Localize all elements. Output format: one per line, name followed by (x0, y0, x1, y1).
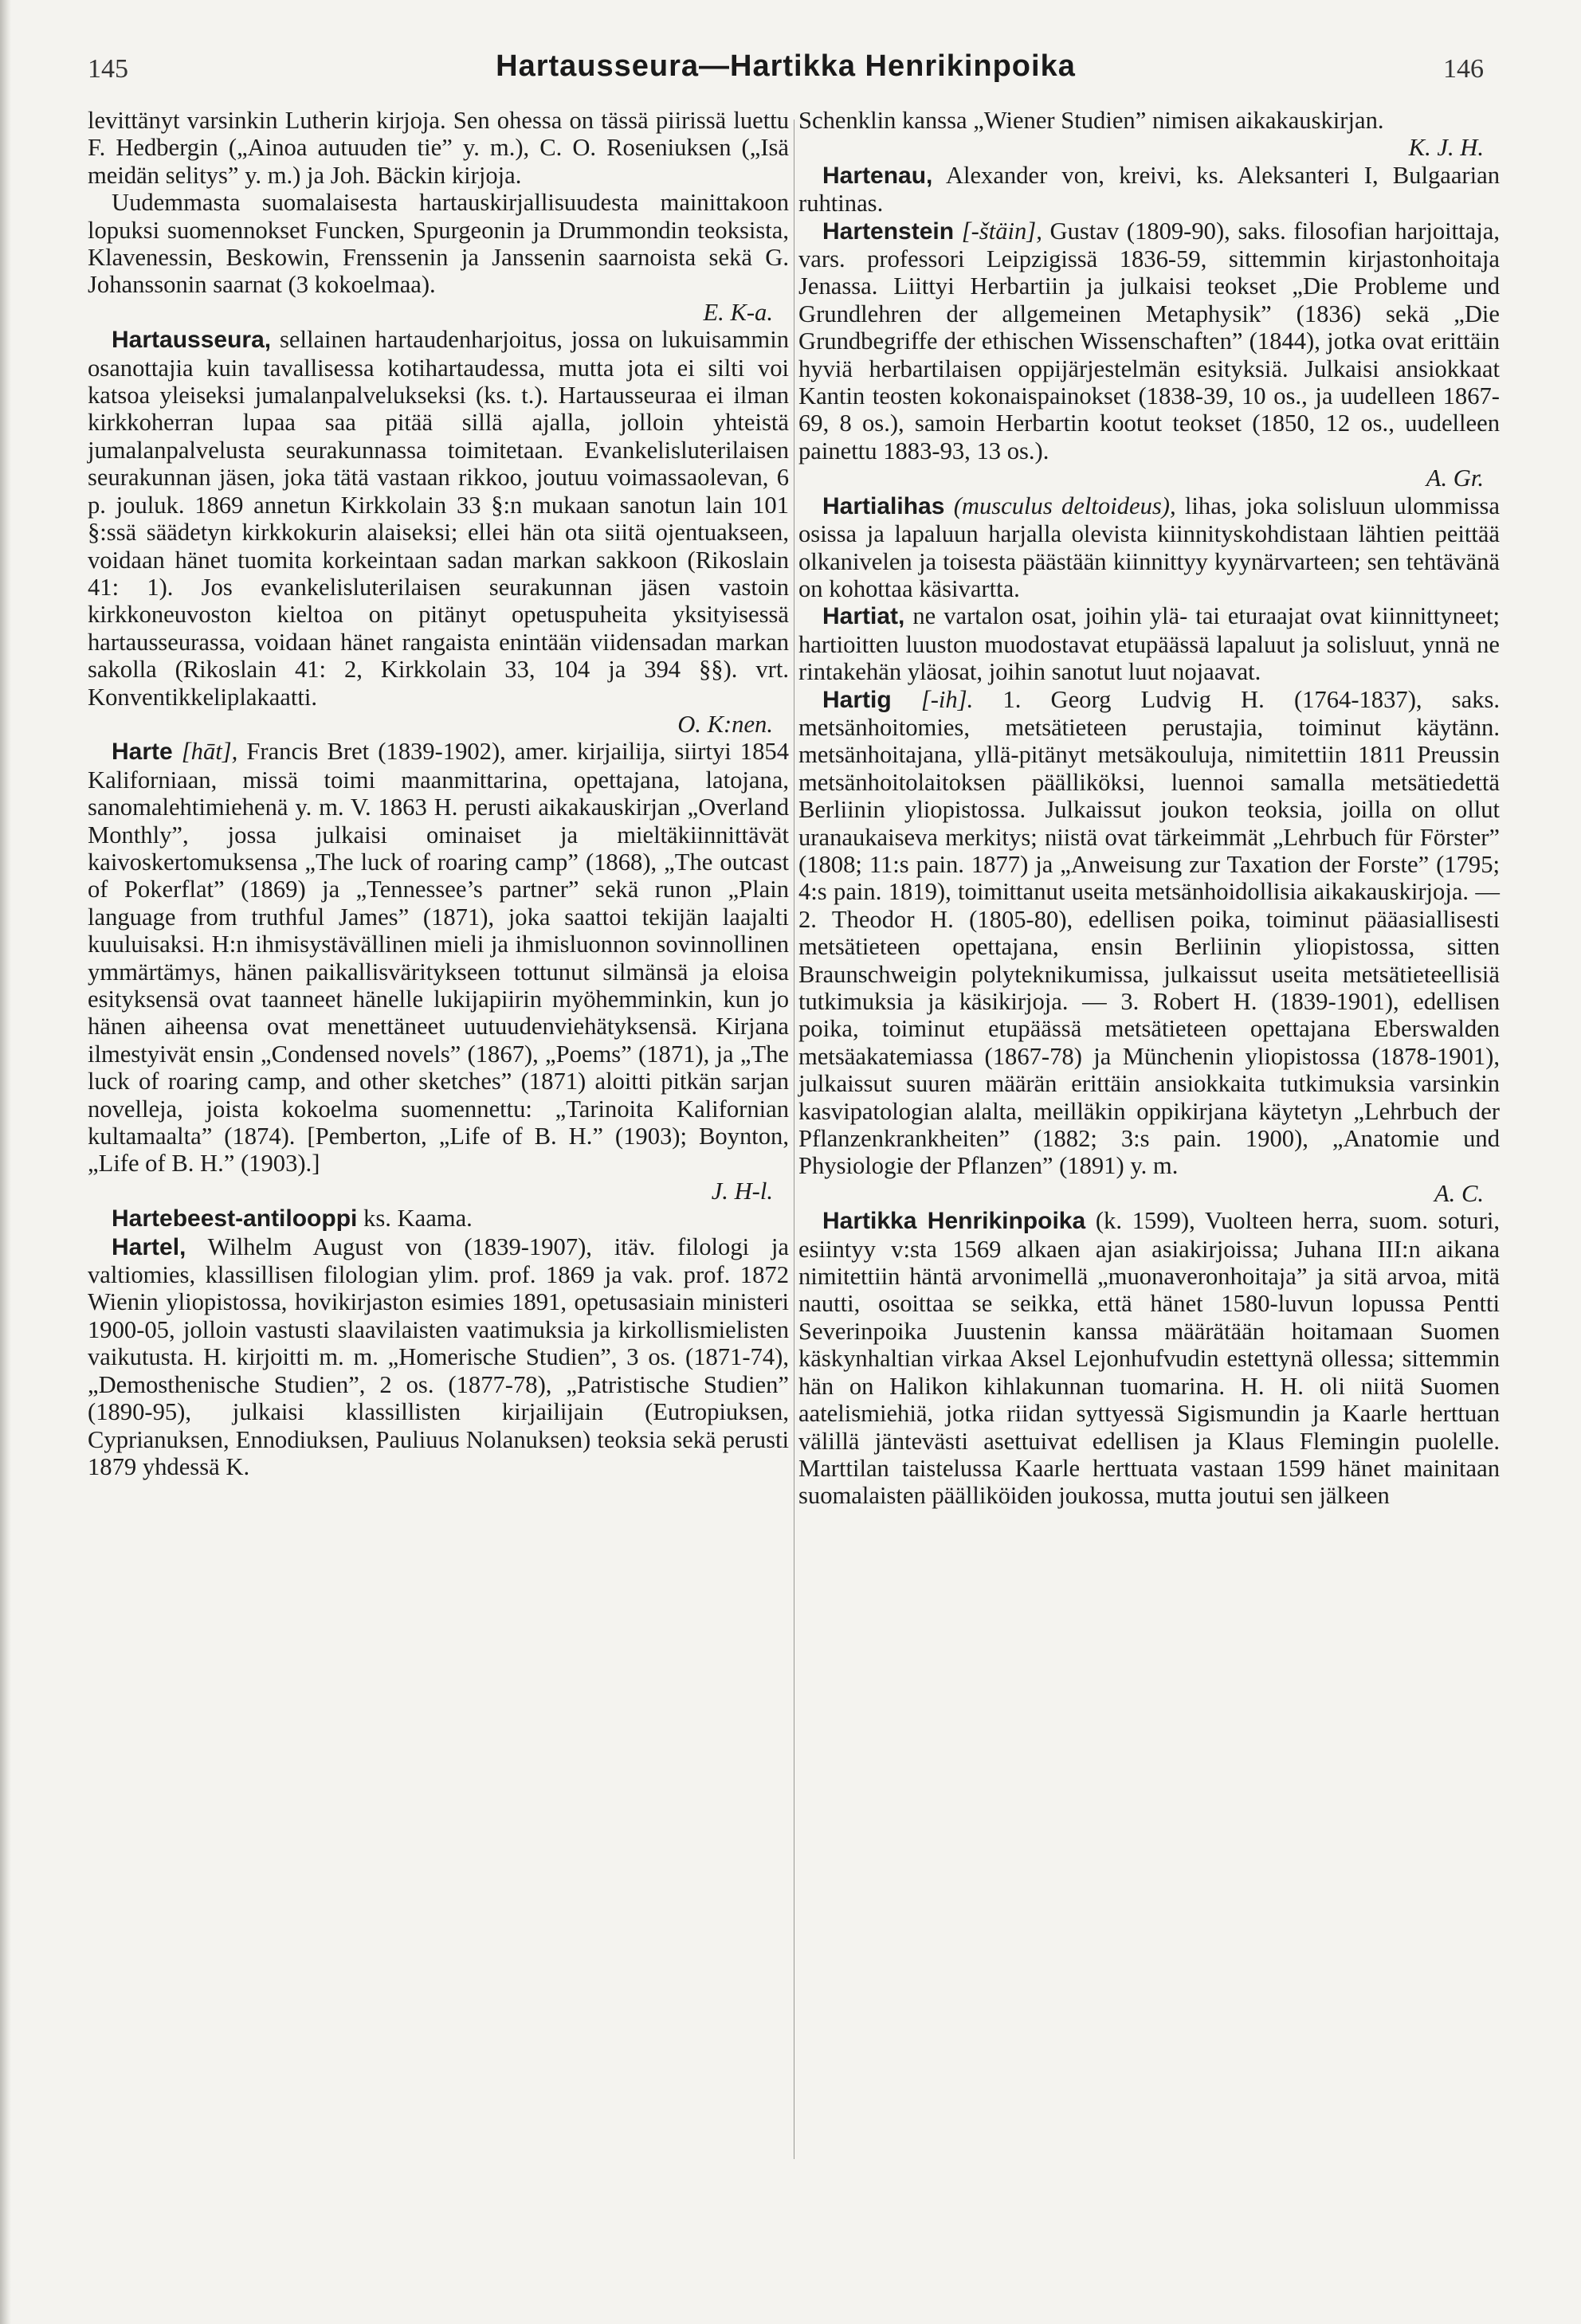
headword: Hartel, (112, 1233, 186, 1260)
entry-hartiat (798, 602, 1500, 685)
page-header (88, 49, 1484, 94)
entry-text: 1. Georg Ludvig H. (1764-1837), saks. metsänhoitomies, metsätieteen perustajia, toiminut käytänn. metsänhoitajana, yllä-pitänyt metsäkouluja, nimitettiin 1811 Preussin metsänhoitolaitoksen päälliköksi, luennoi samalla metsätiedettä Berliinin yliopistossa. Julkaissut joukon teoksia, joilla on ollut uranaukaiseva merkitys; niistä ovat tärkeimmät „Lehrbuch für Förster” (1808; 11:s pain. 1877) ja „Anweisung zur Taxation der Forste” (1795; 4:s pain. 1819), toimittanut useita metsänhoidollisia aikakauskirjoja. — 2. Theodor H. (1805-80), edellisen poika, toiminut pääasiallisesti metsätieteen opettajana, ensin Berliinin yliopistossa, sitten Braunschweigin polyteknikumissa, julkaissut useita metsätieteellisiä tutkimuksia ja käsikirjoja. — 3. Robert H. (1839-1901), edellisen poika, toiminut etupäässä metsätieteen opettajana Eberswalden metsäakatemiassa (1867-78) ja Münchenin yliopistossa (1878-1901), julkaissut suuren määrän erittäin ansiokkaita tutkimuksia varsinkin kasvipatologian alalta, meilläkin oppikirjana käytetyn „Lehrbuch der Pflanzenkrankheiten” (1882; 3:s pain. 1900), „Anatomie und Physiologie der Pflanzen” (1891) y. m. (798, 685, 1501, 1180)
entry-text: levittänyt varsinkin Lutherin kirjoja. Sen ohessa on tässä piirissä luettu F. Hedbergin („Ainoa autuuden tie” y. m.), C. O. Roseniuksen („Isä meidän selitys” y. m.) ja Joh. Bäckin kirjoja. (88, 107, 789, 189)
entry-hartausseura (88, 326, 789, 738)
headword: Hartig (822, 686, 892, 713)
entry-text: ne vartalon osat, joihin ylä- tai eturaajat ovat kiinnittyneet; hartioitten luuston muodostavat etupäässä lapaluut ja solisluut, ynnä ne rintakehän yläosat, joihin sanotut luut nojaavat. (798, 602, 1500, 686)
pronunciation: [-ih]. (891, 685, 974, 713)
entry-text: Francis Bret (1839-1902), amer. kirjailija, siirtyi 1854 Kaliforniaan, missä toimi maanmittarina, opettajana, latojana, sanomalehtimiehenä y. m. V. 1863 H. perusti aikakauskirjan „Overland Monthly”, jossa julkaisi ominaiset ja mieltäkiinnittävät kaivoskertomuksensa „The luck of roaring camp” (1868), „The outcast of Pokerflat” (1869) ja „Tennessee’s partner” sekä runon „Plain language from truthful James” (1871), joka saattoi tekijän laajalti kuuluisaksi. H:n ihmisystävällinen mieli ja ihmisluonnon sovinnollinen ymmärtämys, hänen paikallisväritykseen tottunut silmänsä ja eloisa esityksensä ovat taanneet hänelle lukijapiirin myöhemminkin, kun jo hänen aiheensa ovat menettäneet uutuudenviehätyksensä. Kirjana ilmestyivät ensin „Condensed novels” (1867), „Poems” (1871), ja „The luck of roaring camp, and other sketches” (1871) aloitti pitkän sarjan novelleja, joista kokoelma suomennettu: „Tarinoita Kalifornian kultamaalta” (1874). [Pemberton, „Life of B. H.” (1903); Boynton, „Life of B. H.” (1903).] (88, 738, 789, 1178)
headword: Hartebeest-antilooppi (112, 1205, 358, 1233)
left-column (88, 107, 789, 1480)
author-signature: E. K-a. (703, 298, 773, 326)
author-signature: J. H-l. (711, 1177, 773, 1205)
entry-hartenstein (798, 218, 1500, 492)
latin-term: (musculus deltoideus), (944, 492, 1176, 519)
author-signature: O. K:nen. (677, 710, 773, 738)
headword: Hartialihas (822, 492, 945, 519)
page-binding-edge (0, 0, 11, 2324)
entry-text: Alexander von, kreivi, ks. Aleksanteri I, Bulgaarian ruhtinas. (798, 161, 1500, 218)
author-signature: A. C. (1434, 1179, 1484, 1207)
entry-hartel (88, 1233, 789, 1481)
headword: Harte (112, 739, 173, 766)
headword: Hartenstein (822, 218, 955, 245)
headword: Hartiat, (822, 603, 905, 630)
entry-continuation (88, 107, 789, 189)
entry-hartig (798, 686, 1500, 1208)
entry-harte (88, 738, 789, 1205)
entry-text: ks. Kaama. (357, 1205, 473, 1233)
entry-text: Wilhelm August von (1839-1907), itäv. filologi ja valtiomies, klassillisen filologian ylim. prof. 1869 ja vak. prof. 1872 Wienin yliopistossa, hovikirjaston esimies 1891, opetusasiain ministeri 1900-05, jolloin vastusti slaavilaisten vaatimuksia ja kirkollismielisten vaikutusta. H. kirjoitti m. m. „Homerische Studien”, 3 os. (1871-74), „Demosthenische Studien”, 2 os. (1877-78), „Patristische Studien” (1890-95), julkaisi klassillisten kirjailijain (Eutropiuksen, Cyprianuksen, Ennodiuksen, Pauliuus Nolanuksen) teoksia sekä perusti 1879 yhdessä K. (88, 1233, 789, 1480)
headword: Hartikka Henrikinpoika (822, 1208, 1086, 1235)
entry-text: lihas, joka solisluun ulommissa osissa ja lapaluun harjalla olevista kiinnityskohdistaan lähtien peittää olkanivelen ja toisesta päästään kiinnittyy kyynärvarteen; sen tehtävänä on kohottaa käsivartta. (798, 492, 1500, 602)
entry-text: Gustav (1809-90), saks. filosofian harjoittaja, vars. professori Leipzigissä 1836-59, sittemmin kirjastonhoitaja Jenassa. Liittyi Herbartiin ja julkaisi teokset „Die Probleme und Grundlehren der allgemeinen Metaphysik” (1836) sekä „Die Grundbegriffe der ethischen Wissenschaften” (1844), jotka ovat erittäin hyviä herbartilaisen oppijärjestelmän esityksiä. Julkaisi ansiokkaat Kantin teosten kokonaispainokset (1838-39, 10 os., ja uudelleen 1867-69, 8 os.), samoin Herbartin kootut teokset (1850, 12 os., uudelleen painettu 1883-93, 13 os.). (798, 217, 1500, 464)
entry-text: sellainen hartaudenharjoitus, jossa on lukuisammin osanottajia kuin tavallisessa kotihartaudessa, mutta jota ei silti voi katsoa yleiseksi jumalanpalvelukseksi (ks. t.). Hartausseuraa ei ilman kirkkoherran lupaa saa pitää sillä ajalla, jolloin yhteistä jumalanpalvelusta seurakunnassa toimitetaan. Evankelisluterilaisen seurakunnan jäsen, joka tätä vastaan rikkoo, joutuu voimassaolevan, 6 p. jouluk. 1869 annetun Kirkkolain 33 §:n mukaan sanotun lain 101 §:ssä säädetyn kirkkokurin alaiseksi; ellei hän ota siitä ojentuakseen, voidaan hänet tuomita korkeintaan sadan markan sakkoon (Rikoslain 41: 1). Jos evankelisluterilaisen seurakunnan jäsen vastoin kirkkoneuvoston kieltoa on pitänyt opetuspuheita yksityisessä hartausseurassa, voidaan hänet rangaista enintään viidensadan markan sakolla (Rikoslain 41: 2, Kirkkolain 33, 104 ja 394 §§). vrt. Konventikkeliplakaatti. (88, 326, 789, 711)
entry-continuation (798, 107, 1500, 162)
author-signature: A. Gr. (1426, 464, 1484, 492)
page-number-left: 145 (88, 54, 128, 84)
running-title: Hartausseura—Hartikka Henrikinpoika (496, 49, 1076, 83)
entry-text: Schenklin kanssa „Wiener Studien” nimisen aikakauskirjan. (798, 107, 1384, 134)
right-column (798, 107, 1500, 1510)
entry-text: Uudemmasta suomalaisesta hartauskirjallisuudesta mainittakoon lopuksi suomennokset Funcken, Spurgeonin ja Drummondin teoksista, Klavenessin, Beskowin, Frenssenin ja Janssenin saarnoista sekä G. Johanssonin saarnat (3 kokoelmaa). (88, 189, 789, 299)
headword: Hartausseura, (112, 327, 272, 354)
pronunciation: [-štäin], (954, 217, 1042, 245)
entry-hartenau (798, 162, 1500, 218)
entry-hartebeest (88, 1205, 789, 1233)
entry-hartikka (798, 1207, 1500, 1509)
entry-hartialihas (798, 492, 1500, 603)
headword: Hartenau, (822, 162, 933, 189)
author-signature: K. J. H. (1408, 134, 1484, 162)
page-number-right: 146 (1443, 54, 1484, 84)
pronunciation: [hāt], (172, 738, 238, 766)
entry-text: (k. 1599), Vuolteen herra, suom. soturi, esiintyy v:sta 1569 alkaen ajan asiakirjoissa; Juhana III:n aikana nimitettiin häntä arvonimellä „muonaveronhoitaja” ja sitä arvoa, mitä nautti, osoittaa se seikka, että hänet 1580-luvun lopussa Pentti Severinpoika Juustenin kanssa määrätään hoitamaan Suomen käskynhaltian virkaa Aksel Lejonhufvudin estettynä ollessa; sittemmin hän on Halikon kihlakunnan tuomarina. H. H. oli niitä Suomen aatelismiehiä, jotka riidan syttyessä Sigismundin ja Kaarle herttuan välillä jäntevästi asettuivat edellisen ja Klaus Flemingin puolelle. Marttilan taistelussa Kaarle herttuata vastaan 1599 hänet mainitaan suomalaisten päälliköiden joukossa, mutta joutui sen jälkeen (798, 1207, 1500, 1510)
entry-paragraph (88, 189, 789, 326)
